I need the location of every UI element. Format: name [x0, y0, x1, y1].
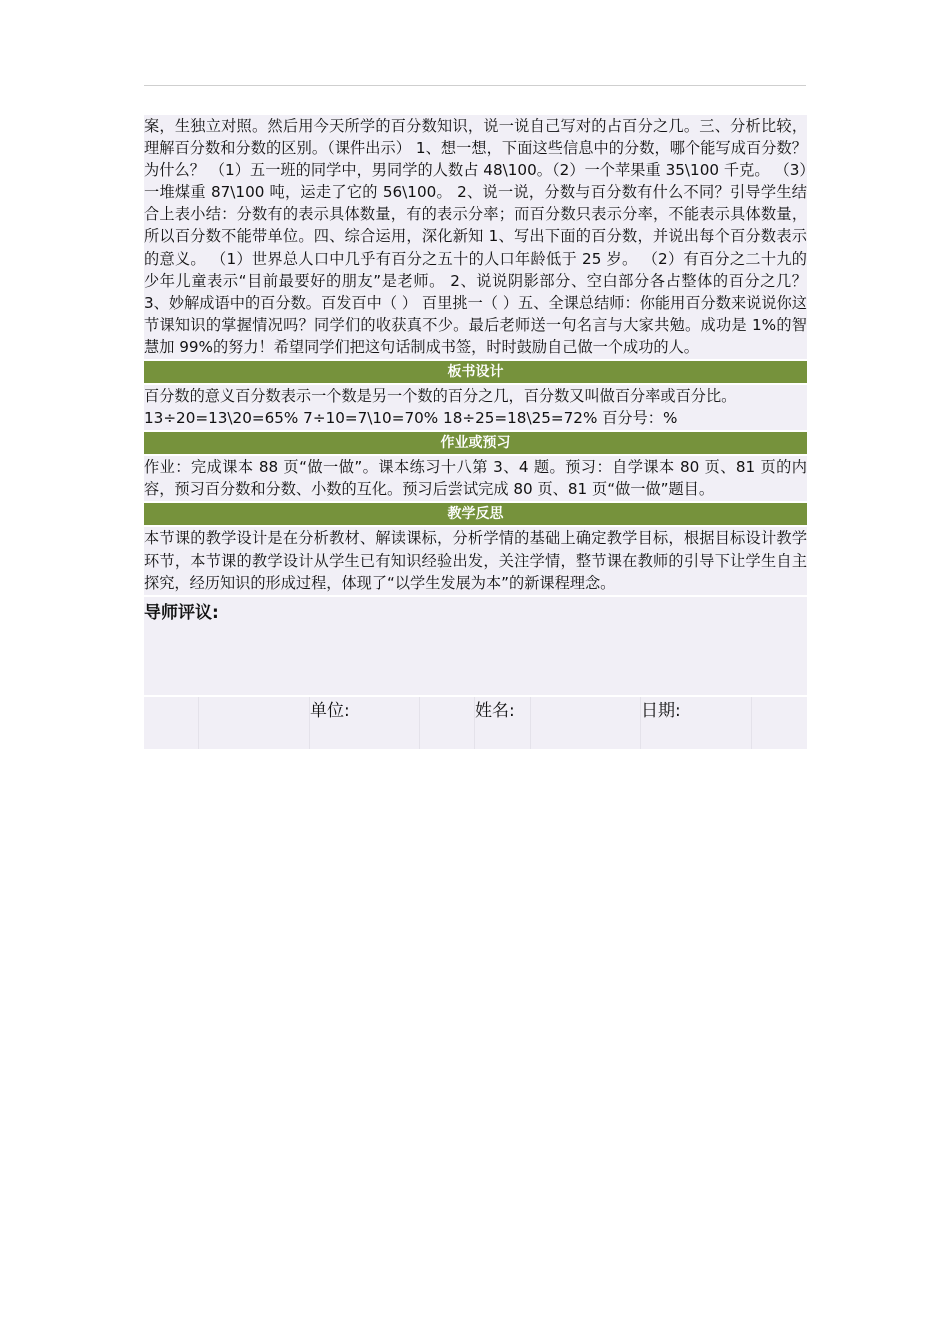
- unit-label: 单位:: [310, 700, 350, 721]
- reflection-text: 本节课的教学设计是在分析教材、解读课标，分析学情的基础上确定教学目标，根据目标设计教学环节，本节课的教学设计从学生已有知识经验出发，关注学情，整节课在教师的引导下让学生自主探究，经历知识的形成过程，体现了“以学生发展为本”的新课程理念。: [144, 529, 807, 592]
- date-label-cell: [640, 697, 751, 749]
- mentor-comment-cell: [144, 597, 807, 695]
- board-design-examples: 13÷20=13\20=65% 7÷10=7\10=70% 18÷25=18\25=72% 百分号：%: [144, 409, 678, 428]
- unit-label-cell: [309, 697, 419, 749]
- unit-value-cell: [419, 697, 474, 749]
- name-label-cell: [474, 697, 530, 749]
- board-design-cell: [144, 385, 807, 430]
- mentor-comment-label: 导师评议:: [144, 602, 219, 623]
- board-design-meaning: 百分数的意义百分数表示一个数是另一个数的百分之几，百分数又叫做百分率或百分比。: [144, 387, 737, 406]
- signature-empty-cell: [144, 697, 198, 749]
- name-value-cell: [530, 697, 640, 749]
- page-top-rule: [144, 85, 806, 86]
- name-label: 姓名:: [475, 700, 515, 721]
- lesson-plan-table: [144, 115, 807, 749]
- teaching-process-text-cell: [144, 115, 807, 359]
- teaching-process-text: 案，生独立对照。然后用今天所学的百分数知识，说一说自己写对的占百分之几。三、分析比较，理解百分数和分数的区别。（课件出示） 1、想一想，下面这些信息中的分数，哪个能写成百分数？为什么？ （1）五一班的同学中，男同学的人数占 48\100。（2）一个苹果重 35\100 千克。 （3）一堆煤重 87\100 吨，运走了它的 56\100。 2、说一说，分数与百分数有什么不同？引导学生结合上表小结：分数有的表示具体数量，有的表示分率；而百分数只表示分率，不能表示具体数量，所以百分数不能带单位。四、综合运用，深化新知 1、写出下面的百分数，并说出每个百分数表示的意义。 （1）世界总人口中几乎有百分之五十的人口年龄低于 25 岁。 （2）有百分之二十九的少年儿童表示“目前最要好的朋友”是老师。 2、说说阴影部分、空白部分各占整体的百分之几？ 3、妙解成语中的百分数。百发百中（ ） 百里挑一（ ）五、全课总结师：你能用百分数来说说你这节课知识的掌握情况吗？同学们的收获真不少。最后老师送一句名言与大家共勉。成功是 1%的智慧加 99%的努力！希望同学们把这句话制成书签，时时鼓励自己做一个成功的人。: [144, 117, 807, 356]
- signature-row: [144, 697, 807, 749]
- homework-cell: [144, 456, 807, 501]
- board-design-header: 板书设计: [144, 361, 807, 383]
- homework-text: 作业：完成课本 88 页“做一做”。课本练习十八第 3、4 题。预习：自学课本 80 页、81 页的内容，预习百分数和分数、小数的互化。预习后尝试完成 80 页、81 页“做一做”题目。: [144, 458, 807, 499]
- date-value-cell: [751, 697, 807, 749]
- reflection-cell: [144, 527, 807, 594]
- signature-empty-cell: [198, 697, 309, 749]
- reflection-header: 教学反思: [144, 503, 807, 525]
- date-label: 日期:: [641, 700, 681, 721]
- homework-header: 作业或预习: [144, 432, 807, 454]
